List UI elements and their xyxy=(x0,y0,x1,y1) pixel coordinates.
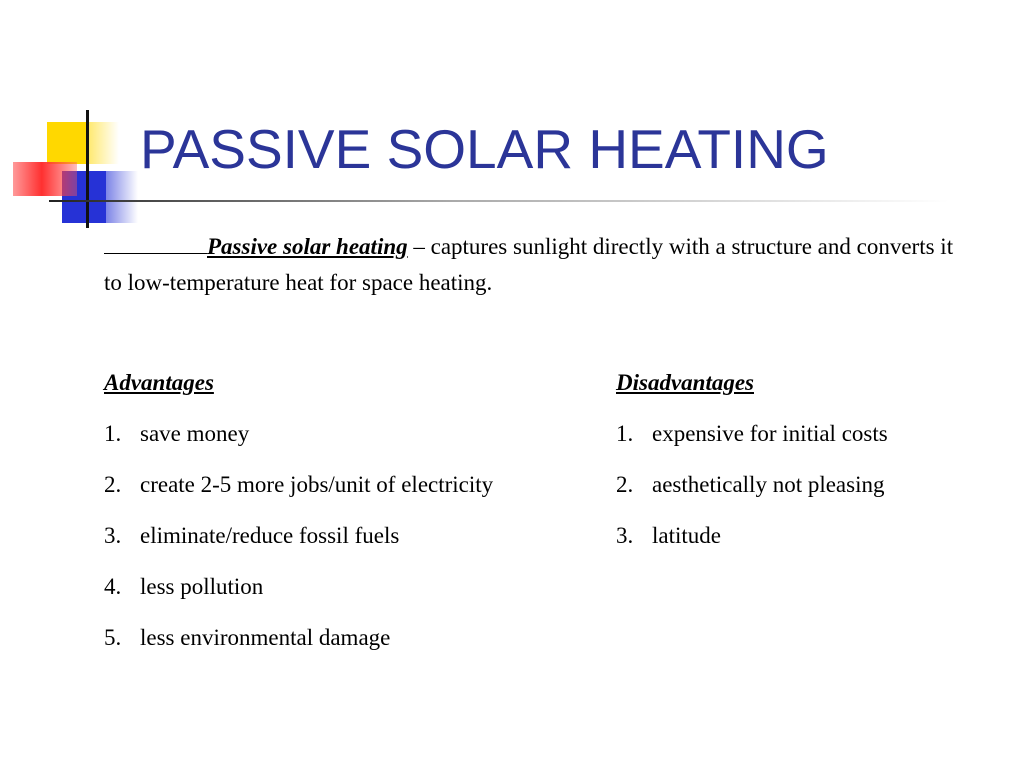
advantages-heading: Advantages xyxy=(104,370,214,395)
disadvantages-heading: Disadvantages xyxy=(616,370,754,395)
item-text: less environmental damage xyxy=(140,625,391,650)
title-underline-rule xyxy=(49,200,949,202)
item-number: 3. xyxy=(104,523,122,548)
item-text: create 2-5 more jobs/unit of electricity xyxy=(140,472,494,497)
advantages-column xyxy=(104,368,604,674)
definition-paragraph xyxy=(104,229,974,301)
item-number: 1. xyxy=(616,421,634,446)
decorative-logo-blocks xyxy=(0,100,150,240)
list-item xyxy=(616,521,1016,550)
yellow-square-fade xyxy=(89,122,119,164)
item-number: 4. xyxy=(104,574,122,599)
item-number: 2. xyxy=(616,472,634,497)
list-item xyxy=(104,521,604,550)
yellow-square xyxy=(47,122,89,164)
definition-term: Passive solar heating xyxy=(207,234,408,259)
item-number: 1. xyxy=(104,421,122,446)
list-item xyxy=(616,419,1016,448)
item-text: latitude xyxy=(652,523,721,548)
list-item xyxy=(104,623,604,652)
fill-in-blank xyxy=(104,235,207,254)
list-item xyxy=(104,572,604,601)
item-text: eliminate/reduce fossil fuels xyxy=(140,523,400,548)
red-square xyxy=(13,162,77,196)
item-text: expensive for initial costs xyxy=(652,421,888,446)
slide-title: PASSIVE SOLAR HEATING xyxy=(140,118,829,180)
item-number: 3. xyxy=(616,523,634,548)
list-item xyxy=(616,470,1016,499)
item-number: 5. xyxy=(104,625,122,650)
list-item xyxy=(104,470,604,499)
item-text: aesthetically not pleasing xyxy=(652,472,885,497)
item-number: 2. xyxy=(104,472,122,497)
vertical-rule xyxy=(86,110,89,228)
blue-square-fade xyxy=(106,171,138,223)
list-item xyxy=(104,419,604,448)
item-text: save money xyxy=(140,421,250,446)
definition-text: – captures sunlight directly with a structure and converts it to low-temperature heat for space heating. xyxy=(104,234,954,295)
disadvantages-column xyxy=(616,368,1016,572)
item-text: less pollution xyxy=(140,574,264,599)
